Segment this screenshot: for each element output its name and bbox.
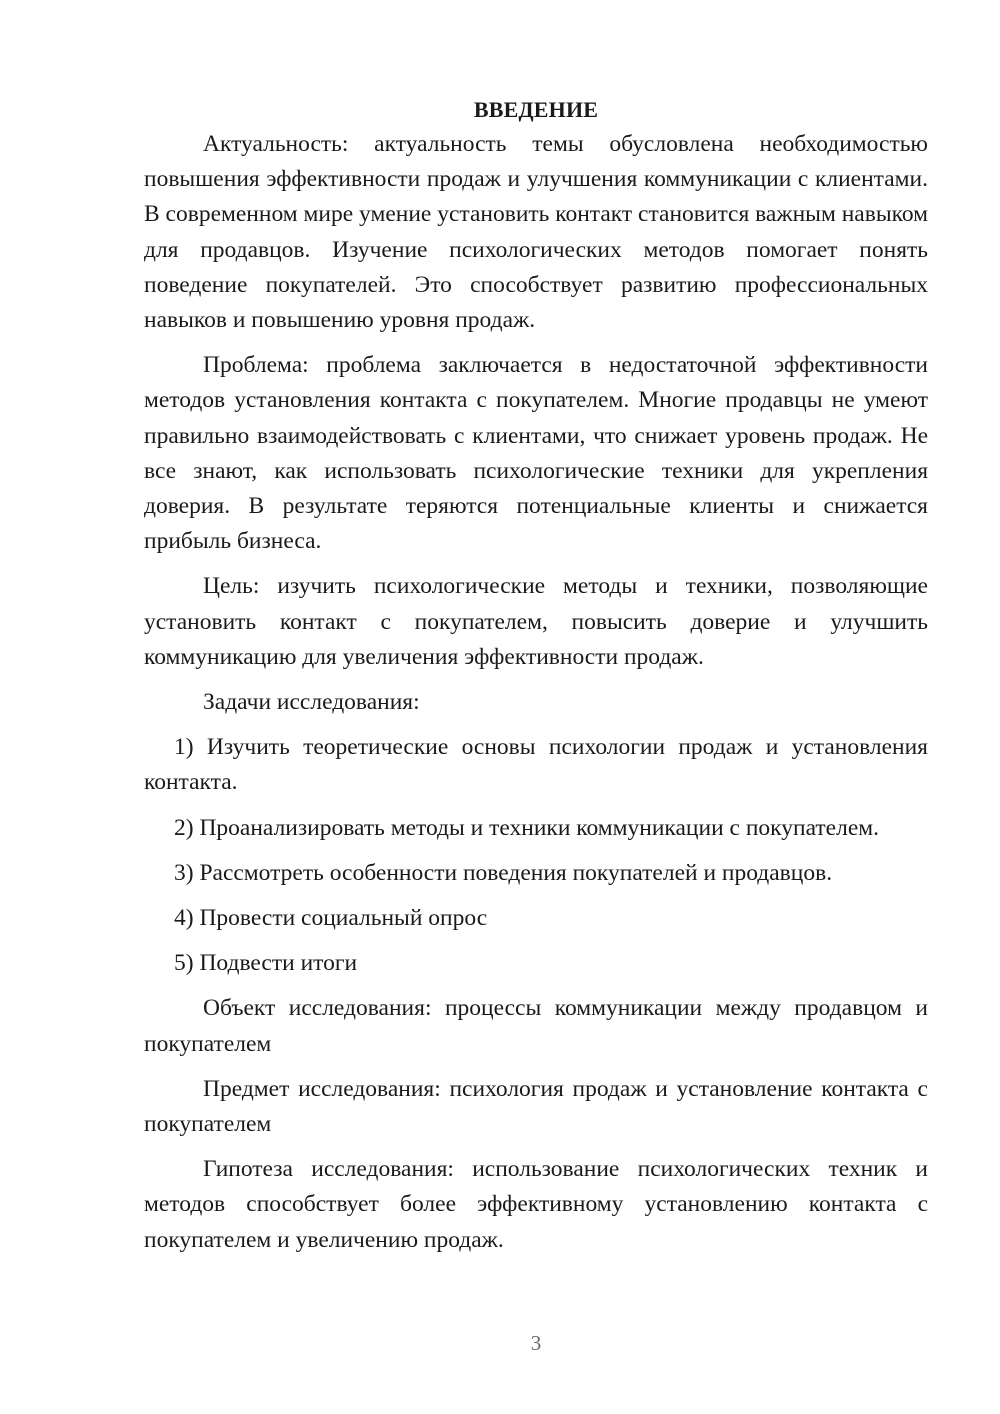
section-title: ВВЕДЕНИЕ: [473, 97, 599, 122]
paragraph-object: Объект исследования: процессы коммуникации между продавцом и покупателем: [144, 995, 928, 1057]
task-item-3: 3) Рассмотреть особенности поведения покупателей и продавцов.: [174, 859, 833, 886]
task-item-2: 2) Проанализировать методы и техники коммуникации с покупателем.: [174, 814, 879, 841]
paragraph-problem: Проблема: проблема заключается в недостаточной эффективности методов установления контакта с покупателем. Многие продавцы не умеют правильно взаимодействовать с клиентами, что снижает уровень продаж. Не все знают, как использовать психологические техники для укрепления доверия. В результате теряются потенциальные клиенты и снижается прибыль бизнеса.: [144, 352, 928, 555]
paragraph-relevance: Актуальность: актуальность темы обусловлена необходимостью повышения эффективности продаж и улучшения коммуникации с клиентами. В современном мире умение установить контакт становится важным навыком для продавцов. Изучение психологических методов помогает понять поведение покупателей. Это способствует развитию профессиональных навыков и повышению уровня продаж.: [144, 131, 928, 334]
task-item-1: 1) Изучить теоретические основы психологии продаж и установления контакта.: [144, 734, 928, 796]
task-item-5: 5) Подвести итоги: [174, 950, 358, 977]
page-number: 3: [530, 1331, 542, 1355]
paragraph-subject: Предмет исследования: психология продаж и установление контакта с покупателем: [144, 1075, 928, 1138]
paragraph-hypothesis: Гипотеза исследования: использование психологических техник и методов способствует более эффективному установлению контакта с покупателем и увеличению продаж.: [144, 1156, 928, 1253]
task-item-4: 4) Провести социальный опрос: [174, 905, 488, 932]
tasks-heading: Задачи исследования:: [203, 689, 420, 716]
paragraph-goal: Цель: изучить психологические методы и техники, позволяющие установить контакт с покупателем, повысить доверие и улучшить коммуникацию для увеличения эффективности продаж.: [144, 573, 928, 670]
page-content: [144, 92, 928, 1258]
